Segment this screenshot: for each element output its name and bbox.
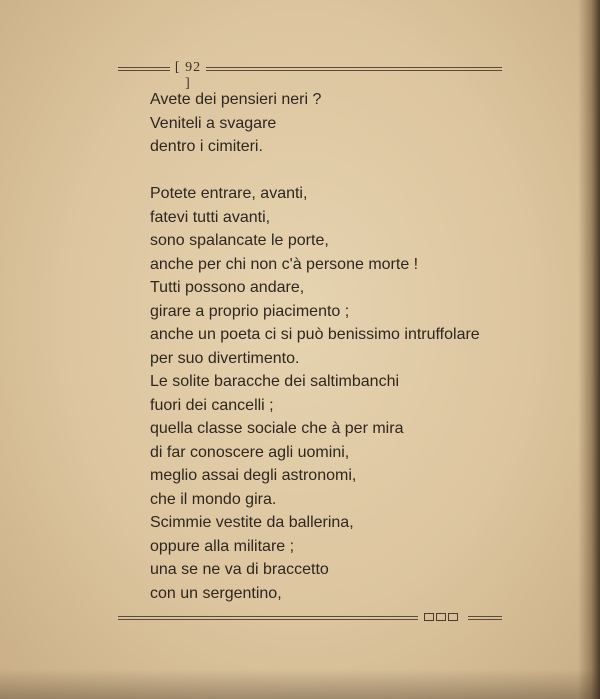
page-header	[118, 60, 502, 91]
poem-line: anche un poeta ci si può benissimo intruffolare	[150, 326, 480, 343]
page-footer	[118, 611, 502, 627]
poem-line: Potete entrare, avanti,	[150, 185, 308, 202]
poem-line: per suo divertimento.	[150, 349, 300, 367]
poem-line: Veniteli a svagare	[150, 114, 277, 132]
stanza-1	[150, 88, 530, 159]
header-rule-left	[118, 67, 170, 72]
poem-line: fuori dei cancelli ;	[150, 396, 274, 414]
poem-line: Avete dei pensieri neri ?	[150, 91, 322, 108]
poem-line: girare a proprio piacimento ;	[150, 302, 350, 320]
poem-line: sono spalancate le porte,	[150, 232, 329, 249]
poem-line: oppure alla militare ;	[150, 537, 295, 555]
poem-line: quella classe sociale che à per mira	[150, 420, 404, 437]
header-rule-right	[206, 67, 502, 72]
footer-rule	[118, 616, 418, 621]
poem-line: Tutti possono andare,	[150, 279, 305, 296]
three-square-ornament-icon	[424, 613, 458, 625]
poem-line: Scimmie vestite da ballerina,	[150, 514, 354, 531]
book-spine-shadow	[578, 0, 600, 699]
poem-body	[150, 88, 530, 605]
page-bottom-shadow	[0, 669, 600, 699]
stanza-break	[150, 159, 530, 183]
poem-line: anche per chi non c'à persone morte !	[150, 255, 419, 273]
poem-line: dentro i cimiteri.	[150, 138, 263, 155]
poem-line: una se ne va di braccetto	[150, 561, 329, 578]
poem-line: di far conoscere agli uomini,	[150, 443, 350, 461]
poem-line: fatevi tutti avanti,	[150, 208, 271, 226]
poem-line: che il mondo gira.	[150, 490, 277, 508]
poem-line: con un sergentino,	[150, 584, 282, 602]
stanza-2	[150, 182, 530, 605]
footer-rule-end	[468, 616, 502, 621]
poem-line: meglio assai degli astronomi,	[150, 467, 357, 484]
poem-line: Le solite baracche dei saltimbanchi	[150, 373, 400, 390]
page-number: [ 92 ]	[174, 60, 202, 91]
